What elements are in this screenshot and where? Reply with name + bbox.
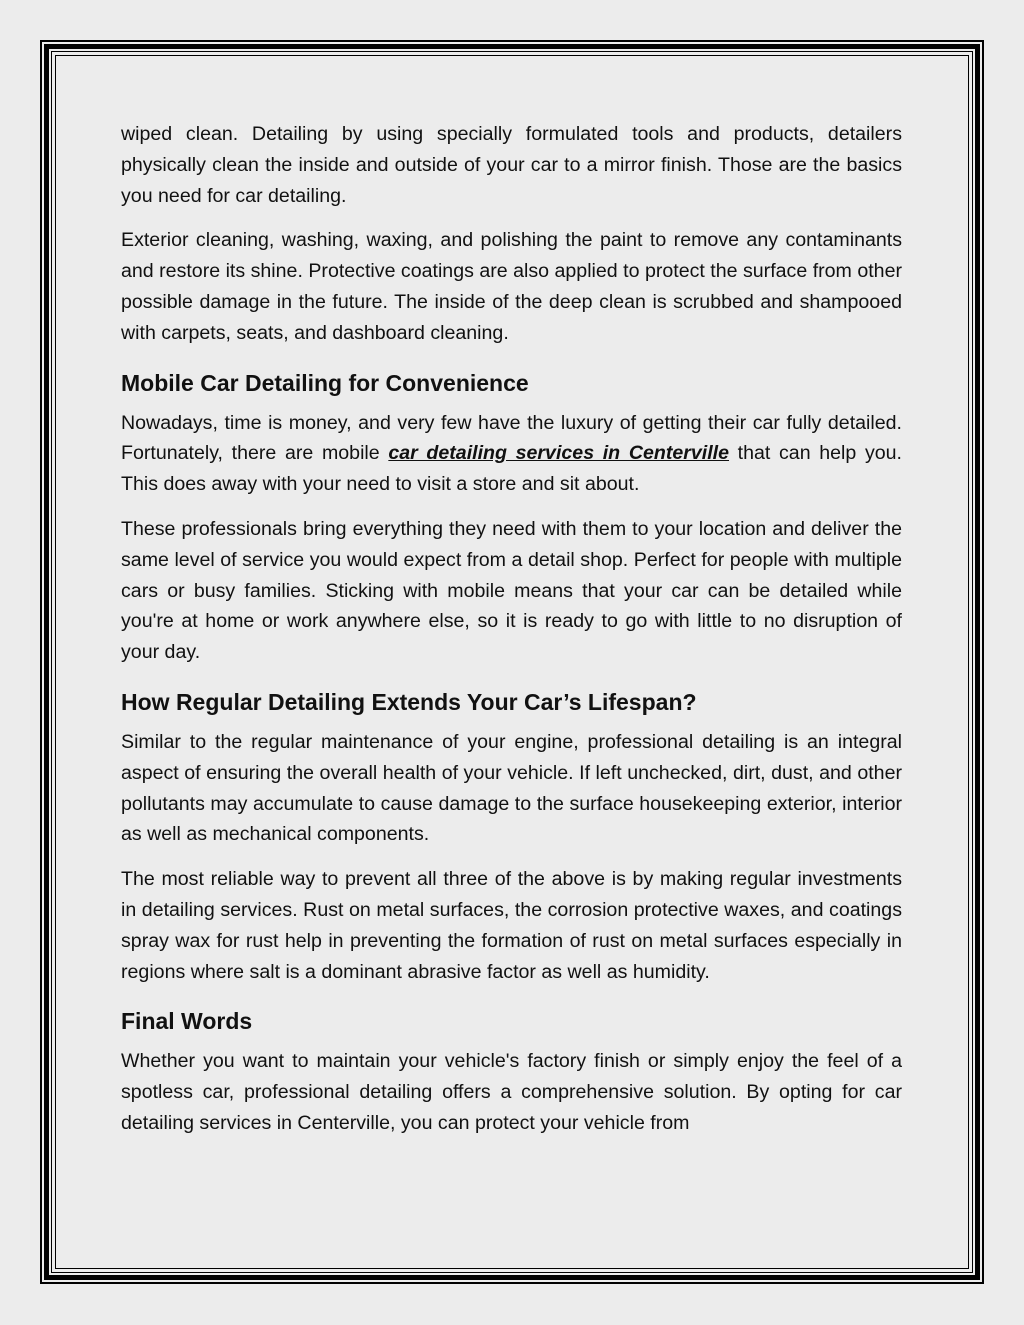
car-detailing-link[interactable]: car detailing services in Centerville: [388, 442, 730, 465]
paragraph-exterior-cleaning: Exterior cleaning, washing, waxing, and polishing the paint to remove any contaminants and restore its shine. Protective coatings are also applied to protect the surface from other possible damage in the future. The inside of the deep clean is scrubbed and shampooed with carpets, seats, and dashboard cleaning.: [121, 229, 902, 344]
paragraph-mobile-detailing: [121, 408, 902, 500]
paragraph-professionals: These professionals bring everything they need with them to your location and deliver the same level of service you would expect from a detail shop. Perfect for people with multiple cars or busy families. Sticking with mobile means that your car can be detailed while you're at home or work anywhere else, so it is ready to go with little to no disruption of your day.: [121, 517, 902, 664]
paragraph-intro: wiped clean. Detailing by using specially formulated tools and products, detailers physically clean the inside and outside of your car to a mirror finish. Those are the basics you need for car detailing.: [121, 123, 902, 207]
paragraph-text: that can help you. This does away with your need to visit a store and sit about.: [121, 442, 902, 496]
paragraph-rust-prevention: The most reliable way to prevent all three of the above is by making regular investments in detailing services. Rust on metal surfaces, the corrosion protective waxes, and coatings spray wax for rust help in preventing the formation of rust on metal surfaces especially in regions where salt is a dominant abrasive factor as well as humidity.: [121, 868, 902, 983]
heading-regular-detailing: How Regular Detailing Extends Your Car’s Lifespan?: [121, 688, 697, 715]
paragraph-maintenance: Similar to the regular maintenance of your engine, professional detailing is an integral aspect of ensuring the overall health of your vehicle. If left unchecked, dirt, dust, and other pollutants may accumulate to cause damage to the surface housekeeping exterior, interior as well as mechanical components.: [121, 730, 902, 846]
document-body: [121, 119, 902, 1153]
heading-final-words: Final Words: [121, 1008, 253, 1035]
paragraph-text: Nowadays, time is money, and very few have the luxury of getting their car fully detailed. Fortunately, there are mobile: [121, 411, 902, 465]
heading-mobile-detailing: Mobile Car Detailing for Convenience: [121, 369, 529, 396]
paragraph-final: Whether you want to maintain your vehicle's factory finish or simply enjoy the feel of a spotless car, professional detailing offers a comprehensive solution. By opting for car detailing services in Centerville, you can protect your vehicle from: [121, 1050, 902, 1134]
